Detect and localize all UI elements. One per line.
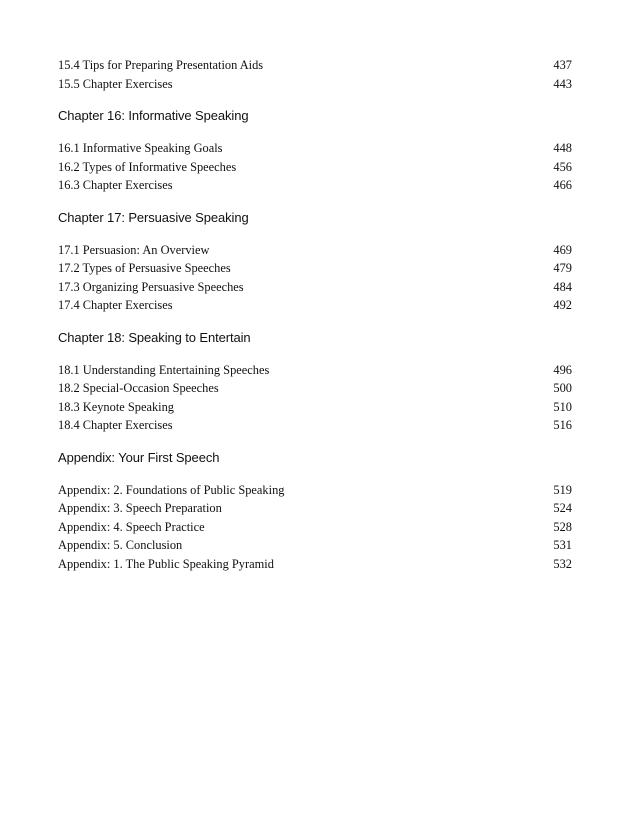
chapter-heading[interactable]: Chapter 16: Informative Speaking: [58, 108, 249, 123]
toc-entry[interactable]: [58, 259, 572, 278]
toc-entry[interactable]: [58, 241, 572, 260]
table-of-contents: [58, 56, 572, 573]
toc-entry[interactable]: [58, 518, 572, 537]
toc-entry[interactable]: [58, 176, 572, 195]
chapter-heading[interactable]: Chapter 17: Persuasive Speaking: [58, 209, 249, 225]
toc-entry-title: 16.1 Informative Speaking Goals: [58, 141, 223, 155]
toc-entry[interactable]: [58, 499, 572, 518]
toc-section-chapter-17: [58, 209, 572, 315]
toc-entry-page: 456: [553, 159, 572, 174]
toc-entry-title: 17.2 Types of Persuasive Speeches: [58, 261, 231, 275]
toc-entry[interactable]: [58, 56, 572, 75]
toc-entry[interactable]: [58, 75, 572, 94]
toc-entry[interactable]: [58, 416, 572, 435]
toc-entry-title: 18.4 Chapter Exercises: [58, 418, 173, 432]
toc-entry-page: 469: [553, 242, 572, 257]
toc-entry-page: 531: [553, 538, 572, 552]
toc-entry-title: 15.4 Tips for Preparing Presentation Aids: [58, 58, 264, 72]
toc-entry-title: 16.2 Types of Informative Speeches: [58, 159, 237, 174]
toc-entry-title: 17.4 Chapter Exercises: [58, 298, 173, 312]
toc-entry-page: 516: [553, 418, 572, 432]
toc-section-appendix: [58, 449, 572, 574]
toc-entry[interactable]: [58, 398, 572, 417]
toc-entry-page: 510: [553, 399, 572, 414]
toc-entry-title: 18.1 Understanding Entertaining Speeches: [58, 362, 270, 377]
toc-entry-page: 479: [553, 261, 572, 275]
toc-entry-title: 17.3 Organizing Persuasive Speeches: [58, 279, 244, 294]
toc-entry[interactable]: [58, 361, 572, 380]
toc-entry-page: 500: [553, 381, 572, 395]
toc-entry-page: 484: [553, 279, 572, 294]
toc-entry-title: Appendix: 5. Conclusion: [58, 538, 183, 552]
toc-section-chapter-15-continued: [58, 56, 572, 93]
toc-entry-page: 528: [553, 519, 572, 534]
chapter-heading[interactable]: Appendix: Your First Speech: [58, 449, 220, 465]
toc-entry[interactable]: [58, 379, 572, 398]
toc-entry-title: Appendix: 2. Foundations of Public Speaking: [58, 482, 285, 497]
toc-entry-page: 466: [553, 178, 572, 192]
toc-entry-title: 17.1 Persuasion: An Overview: [58, 242, 210, 257]
toc-entry-page: 524: [553, 501, 572, 515]
toc-entry-title: 18.2 Special-Occasion Speeches: [58, 381, 219, 395]
toc-entry-title: 16.3 Chapter Exercises: [58, 178, 173, 192]
toc-entry[interactable]: [58, 536, 572, 555]
toc-entry-title: 18.3 Keynote Speaking: [58, 399, 174, 414]
toc-entry-page: 448: [553, 141, 572, 155]
toc-entry-page: 443: [553, 76, 572, 91]
toc-entry-page: 519: [553, 482, 572, 497]
chapter-heading[interactable]: Chapter 18: Speaking to Entertain: [58, 329, 251, 345]
toc-entry-page: 496: [553, 362, 572, 377]
toc-section-chapter-16: [58, 107, 572, 195]
toc-entry[interactable]: [58, 481, 572, 500]
toc-entry-title: Appendix: 3. Speech Preparation: [58, 501, 222, 515]
toc-entry[interactable]: [58, 158, 572, 177]
toc-entry[interactable]: [58, 296, 572, 315]
toc-entry-page: 532: [553, 556, 572, 571]
toc-entry-title: Appendix: 4. Speech Practice: [58, 519, 205, 534]
toc-entry[interactable]: [58, 139, 572, 158]
toc-entry[interactable]: [58, 555, 572, 574]
toc-entry-page: 437: [553, 58, 572, 72]
toc-entry[interactable]: [58, 278, 572, 297]
toc-entry-title: Appendix: 1. The Public Speaking Pyramid: [58, 556, 274, 571]
toc-section-chapter-18: [58, 329, 572, 435]
toc-entry-title: 15.5 Chapter Exercises: [58, 76, 173, 91]
toc-entry-page: 492: [553, 298, 572, 312]
